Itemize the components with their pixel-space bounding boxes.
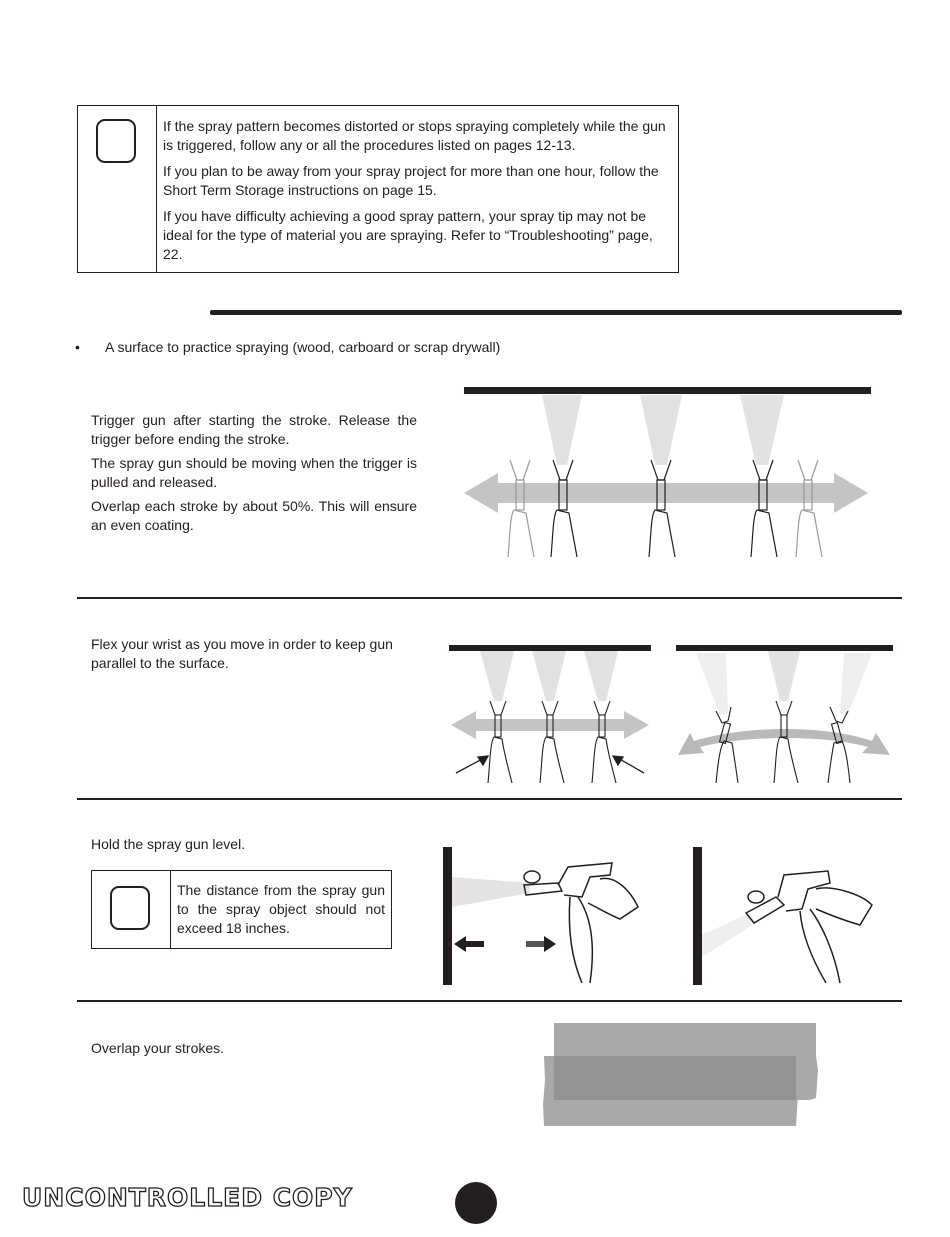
uncontrolled-copy-watermark: UNCONTROLLED COPY bbox=[22, 1183, 353, 1212]
page-number-badge bbox=[455, 1182, 497, 1224]
wrist-instructions bbox=[91, 635, 421, 678]
gun-hand-icon bbox=[508, 460, 534, 557]
arc-arrow bbox=[678, 729, 890, 755]
correct-wrist-illustration bbox=[448, 643, 653, 788]
stroke-illustration bbox=[460, 385, 872, 563]
stroke-instructions bbox=[91, 411, 417, 540]
gun-hand-icon bbox=[592, 701, 616, 783]
bullet-symbol: • bbox=[75, 339, 80, 355]
spray-gun-icon bbox=[746, 871, 872, 983]
surface-bar bbox=[449, 645, 651, 651]
wrist-paragraph: Flex your wrist as you move in order to keep gun parallel to the surface. bbox=[91, 636, 393, 671]
spray-fan bbox=[696, 653, 728, 715]
note-box bbox=[77, 105, 679, 273]
distance-note-box bbox=[91, 870, 392, 949]
surface-bar bbox=[464, 387, 871, 394]
gun-hand-icon bbox=[488, 701, 512, 783]
distance-note-text: The distance from the spray gun to the spray object should not exceed 18 inches. bbox=[177, 882, 385, 936]
section-divider bbox=[77, 1000, 902, 1002]
note-paragraph-3: If you have difficulty achieving a good spray pattern, your spray tip may not be ideal for the type of material you are spraying. Refer to “Troubleshooting” page, 22. bbox=[163, 208, 653, 262]
overlap-instruction: Overlap your strokes. bbox=[91, 1040, 225, 1056]
note-text bbox=[163, 117, 673, 271]
gun-hand-icon bbox=[774, 701, 798, 783]
surface-bar bbox=[676, 645, 893, 651]
note-icon bbox=[96, 119, 136, 163]
note-paragraph-1: If the spray pattern becomes distorted or stops spraying completely while the gun is triggered, follow any or all the procedures listed on pages 12-13. bbox=[163, 118, 666, 153]
spray-fan bbox=[542, 395, 582, 465]
level-gun-illustration bbox=[440, 845, 655, 990]
stroke-paragraph-1: Trigger gun after starting the stroke. Release the trigger before ending the stroke. bbox=[91, 412, 417, 447]
spray-fan bbox=[702, 913, 756, 957]
note-icon-column bbox=[78, 106, 157, 272]
spray-fan bbox=[452, 877, 530, 907]
pointer-arrow bbox=[456, 756, 488, 773]
overlap-region bbox=[554, 1056, 796, 1100]
spray-fan bbox=[840, 653, 872, 715]
spray-fan bbox=[584, 651, 618, 701]
distance-arrow bbox=[526, 936, 556, 952]
gun-hand-icon bbox=[796, 460, 822, 557]
section-divider bbox=[77, 597, 902, 599]
stroke-paragraph-3: Overlap each stroke by about 50%. This will ensure an even coating. bbox=[91, 498, 417, 533]
spray-fan bbox=[740, 395, 784, 465]
distance-arrow bbox=[454, 936, 484, 952]
stroke-paragraph-2: The spray gun should be moving when the trigger is pulled and released. bbox=[91, 455, 417, 490]
spray-fan bbox=[640, 395, 682, 465]
spray-gun-icon bbox=[524, 863, 638, 983]
note-paragraph-2: If you plan to be away from your spray project for more than one hour, follow the Short Term Storage instructions on page 15. bbox=[163, 163, 659, 198]
surface-wall bbox=[693, 847, 702, 985]
pointer-arrow bbox=[613, 756, 644, 773]
incorrect-arc-illustration bbox=[676, 643, 896, 788]
level-instruction: Hold the spray gun level. bbox=[91, 836, 246, 852]
note-icon bbox=[110, 886, 150, 930]
gun-hand-icon bbox=[649, 460, 675, 557]
gun-hand-icon bbox=[751, 460, 777, 557]
gun-hand-icon bbox=[551, 460, 577, 557]
distance-note bbox=[177, 881, 385, 943]
bullet-text: A surface to practice spraying (wood, carboard or scrap drywall) bbox=[105, 339, 501, 355]
section-heading-rule bbox=[210, 310, 902, 315]
overlap-strokes-illustration bbox=[540, 1020, 822, 1130]
tilted-gun-illustration bbox=[690, 845, 890, 990]
surface-wall bbox=[443, 847, 452, 985]
spray-fan bbox=[480, 651, 514, 701]
spray-fan bbox=[768, 651, 800, 701]
gun-hand-icon bbox=[716, 707, 738, 783]
spray-fan bbox=[532, 651, 566, 701]
section-divider bbox=[77, 798, 902, 800]
gun-hand-icon bbox=[540, 701, 564, 783]
gun-hand-icon bbox=[828, 707, 850, 783]
note-icon-column bbox=[92, 871, 171, 948]
